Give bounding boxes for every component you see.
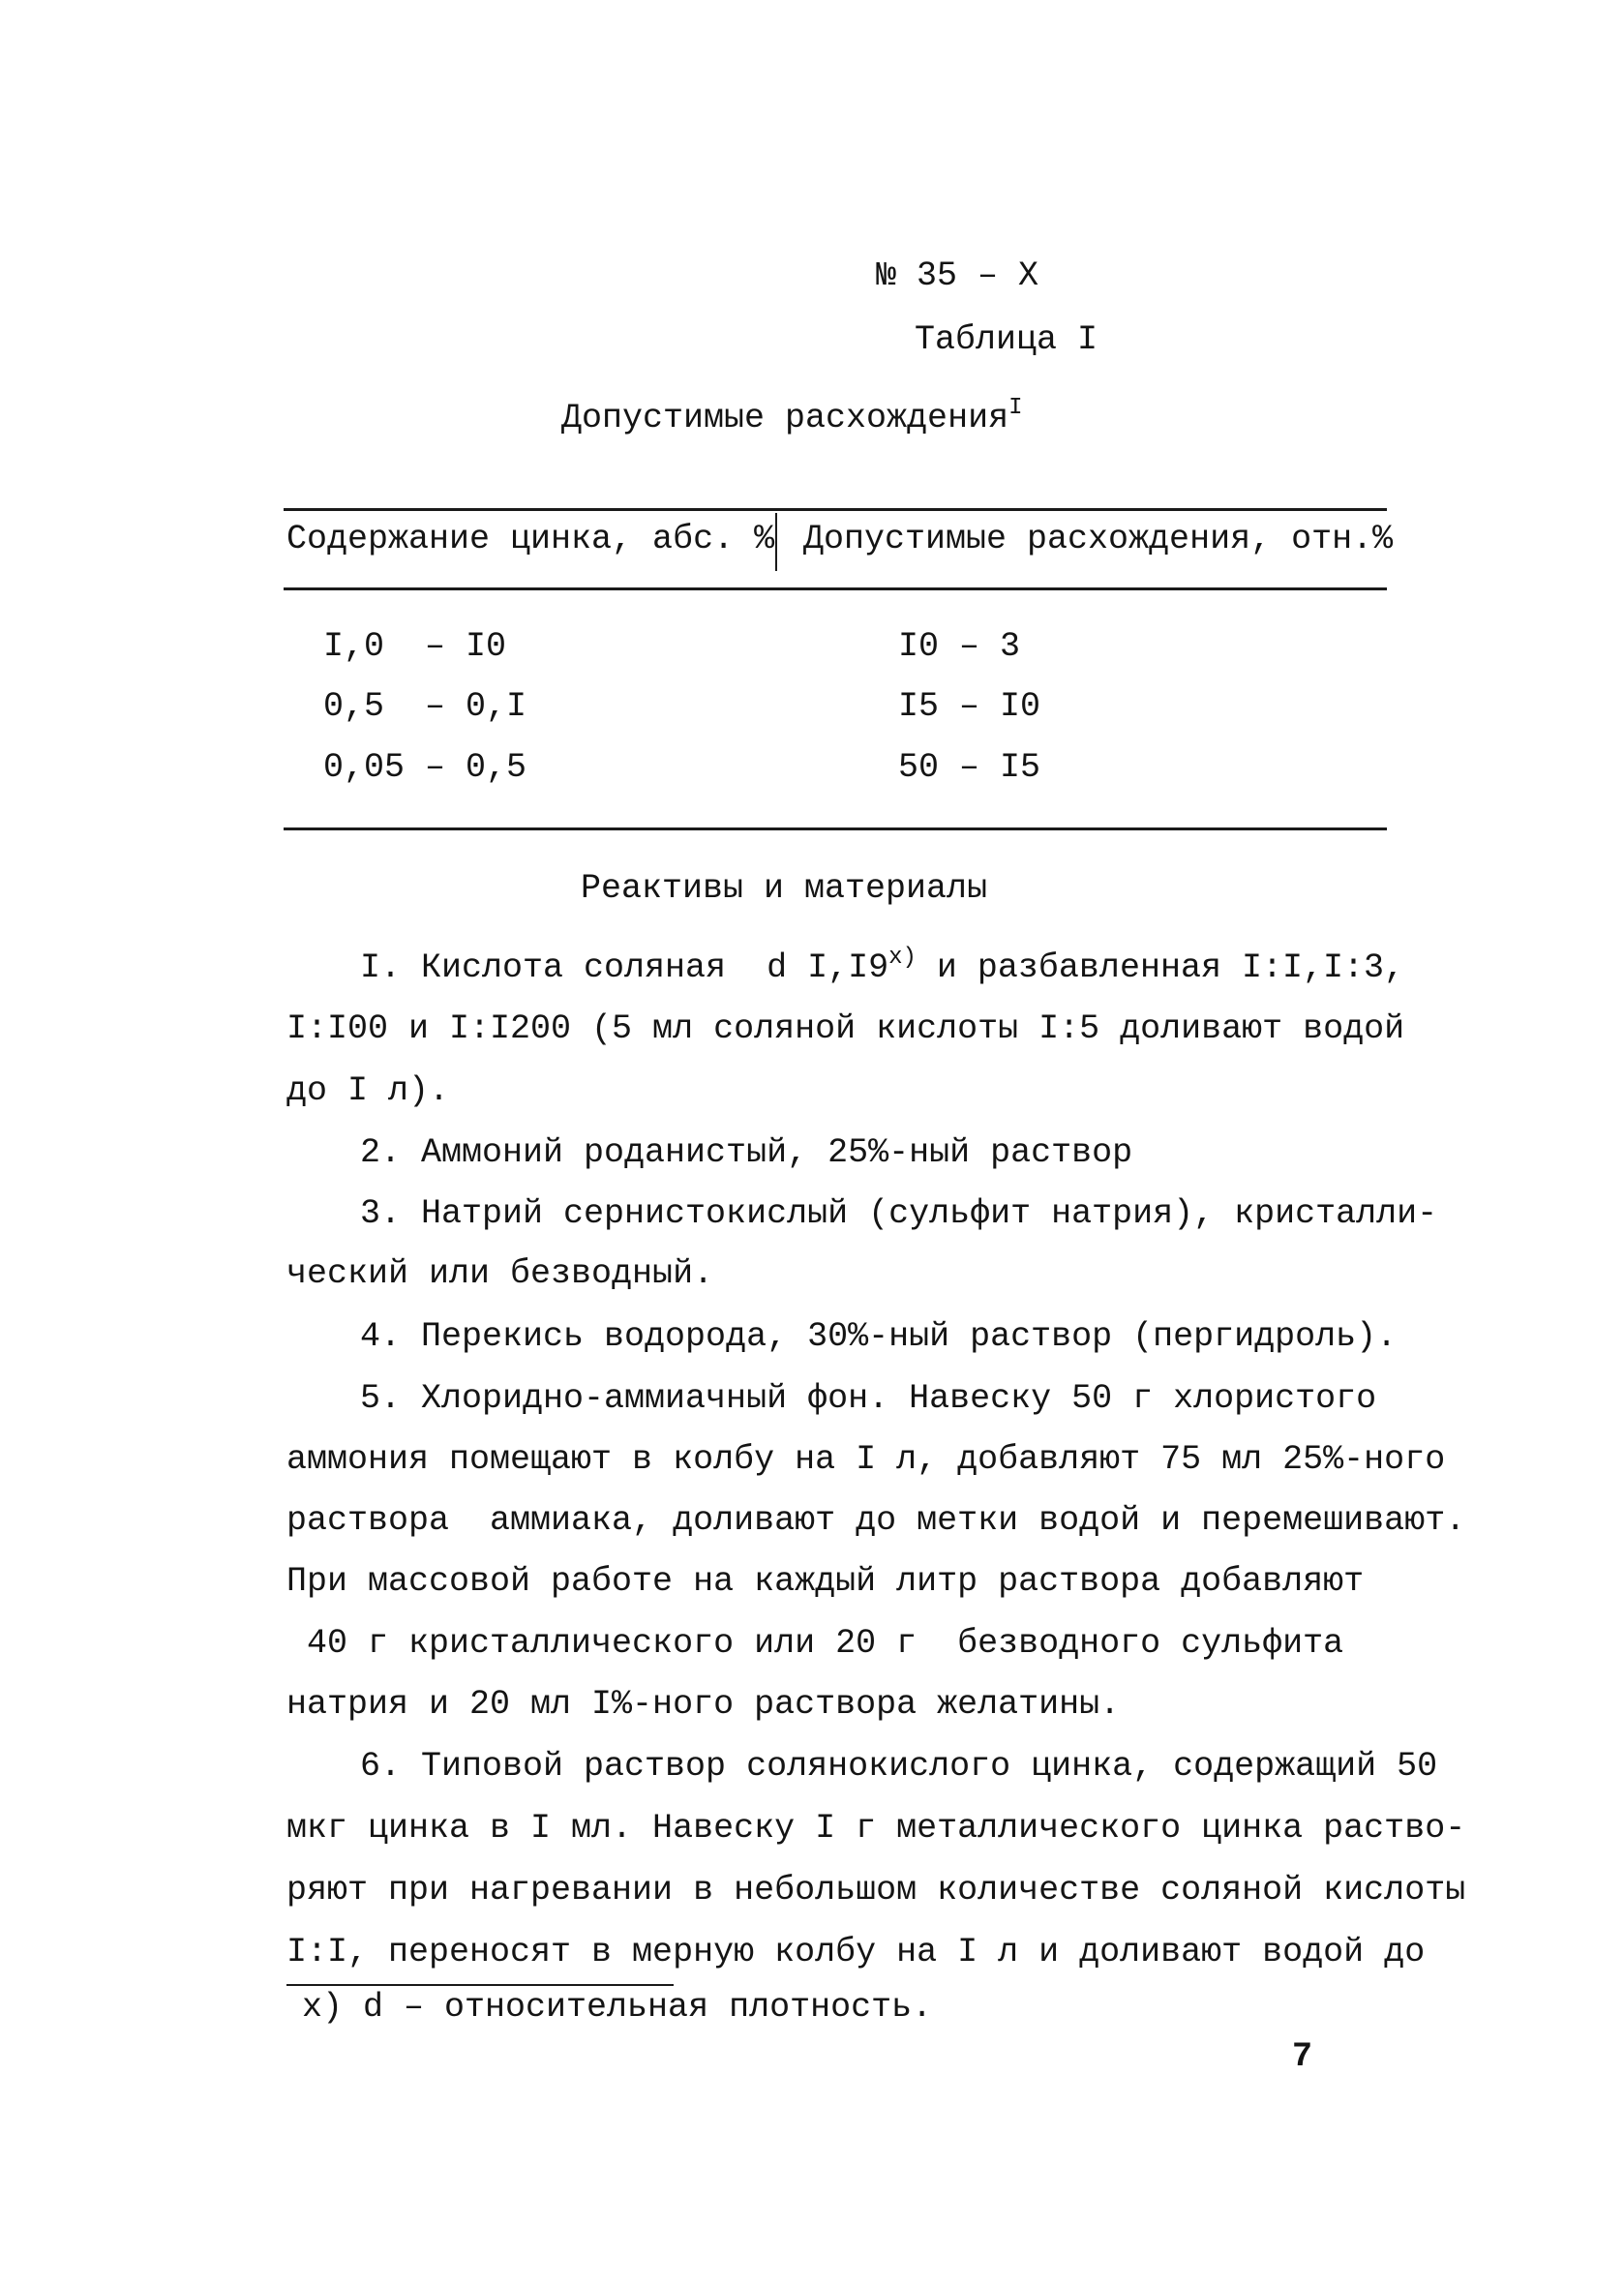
table-row-1-tolerance: I0 – 3 <box>898 627 1021 666</box>
item-5-line-6: натрия и 20 мл I%-ного раствора желатины. <box>286 1685 1121 1724</box>
item-6-line-1: 6. Типовой раствор солянокислого цинка, содержащий 50 <box>360 1747 1438 1786</box>
item-5-line-5: 40 г кристаллического или 20 г безводного сульфита <box>286 1624 1344 1663</box>
table-row-3-content: 0,05 – 0,5 <box>323 748 527 787</box>
footnote-marker: x) <box>888 945 917 971</box>
table-top-rule <box>284 508 1387 511</box>
document-number: № 35 – Х <box>876 256 1039 295</box>
column-divider <box>775 513 777 571</box>
item-1-line-1-text: I. Кислота соляная d I,I9 <box>360 948 889 987</box>
item-4-line-1: 4. Перекись водорода, 30%-ный раствор (пергидроль). <box>360 1317 1398 1356</box>
item-6-line-2: мкг цинка в I мл. Навеску I г металлического цинка раство- <box>286 1809 1466 1848</box>
item-1-line-1 <box>360 945 1404 987</box>
table-row-3-tolerance: 50 – I5 <box>898 748 1041 787</box>
item-5-line-2: аммония помещают в колбу на I л, добавляют 75 мл 25%-ного <box>286 1440 1446 1479</box>
table-header-rule <box>284 587 1387 590</box>
item-1-line-3: до I л). <box>286 1071 450 1110</box>
section-title: Реактивы и материалы <box>581 869 988 908</box>
table-row-2-tolerance: I5 – I0 <box>898 687 1041 726</box>
table-title-superscript: I <box>1008 395 1023 421</box>
page-number: 7 <box>1292 2037 1313 2076</box>
column-header-tolerance: Допустимые расхождения, отн.% <box>803 520 1394 558</box>
item-5-line-3: раствора аммиака, доливают до метки водой и перемешивают. <box>286 1501 1466 1540</box>
column-header-content: Содержание цинка, абс. % <box>286 520 775 558</box>
item-6-line-3: ряют при нагревании в небольшом количестве соляной кислоты <box>286 1871 1466 1910</box>
footnote-rule <box>286 1984 674 1986</box>
item-5-line-1: 5. Хлоридно-аммиачный фон. Навеску 50 г хлористого <box>360 1379 1377 1418</box>
item-5-line-4: При массовой работе на каждый литр раствора добавляют <box>286 1562 1365 1601</box>
item-6-line-4: I:I, переносят в мерную колбу на I л и доливают водой до <box>286 1933 1426 1971</box>
table-row-1-content: I,0 – I0 <box>323 627 507 666</box>
table-title <box>561 395 1023 437</box>
item-3-line-2: ческий или безводный. <box>286 1254 714 1293</box>
item-2-line-1: 2. Аммоний роданистый, 25%-ный раствор <box>360 1133 1133 1172</box>
table-label: Таблица I <box>915 320 1098 359</box>
footnote: х) d – относительная плотность. <box>302 1988 933 2027</box>
item-1-line-1-rest: и разбавленная I:I,I:3, <box>916 948 1404 987</box>
table-row-2-content: 0,5 – 0,I <box>323 687 527 726</box>
table-bottom-rule <box>284 827 1387 830</box>
item-1-line-2: I:I00 и I:I200 (5 мл соляной кислоты I:5 доливают водой <box>286 1009 1405 1048</box>
item-3-line-1: 3. Натрий сернистокислый (сульфит натрия), кристалли- <box>360 1194 1438 1233</box>
table-title-text: Допустимые расхождения <box>561 399 1009 437</box>
